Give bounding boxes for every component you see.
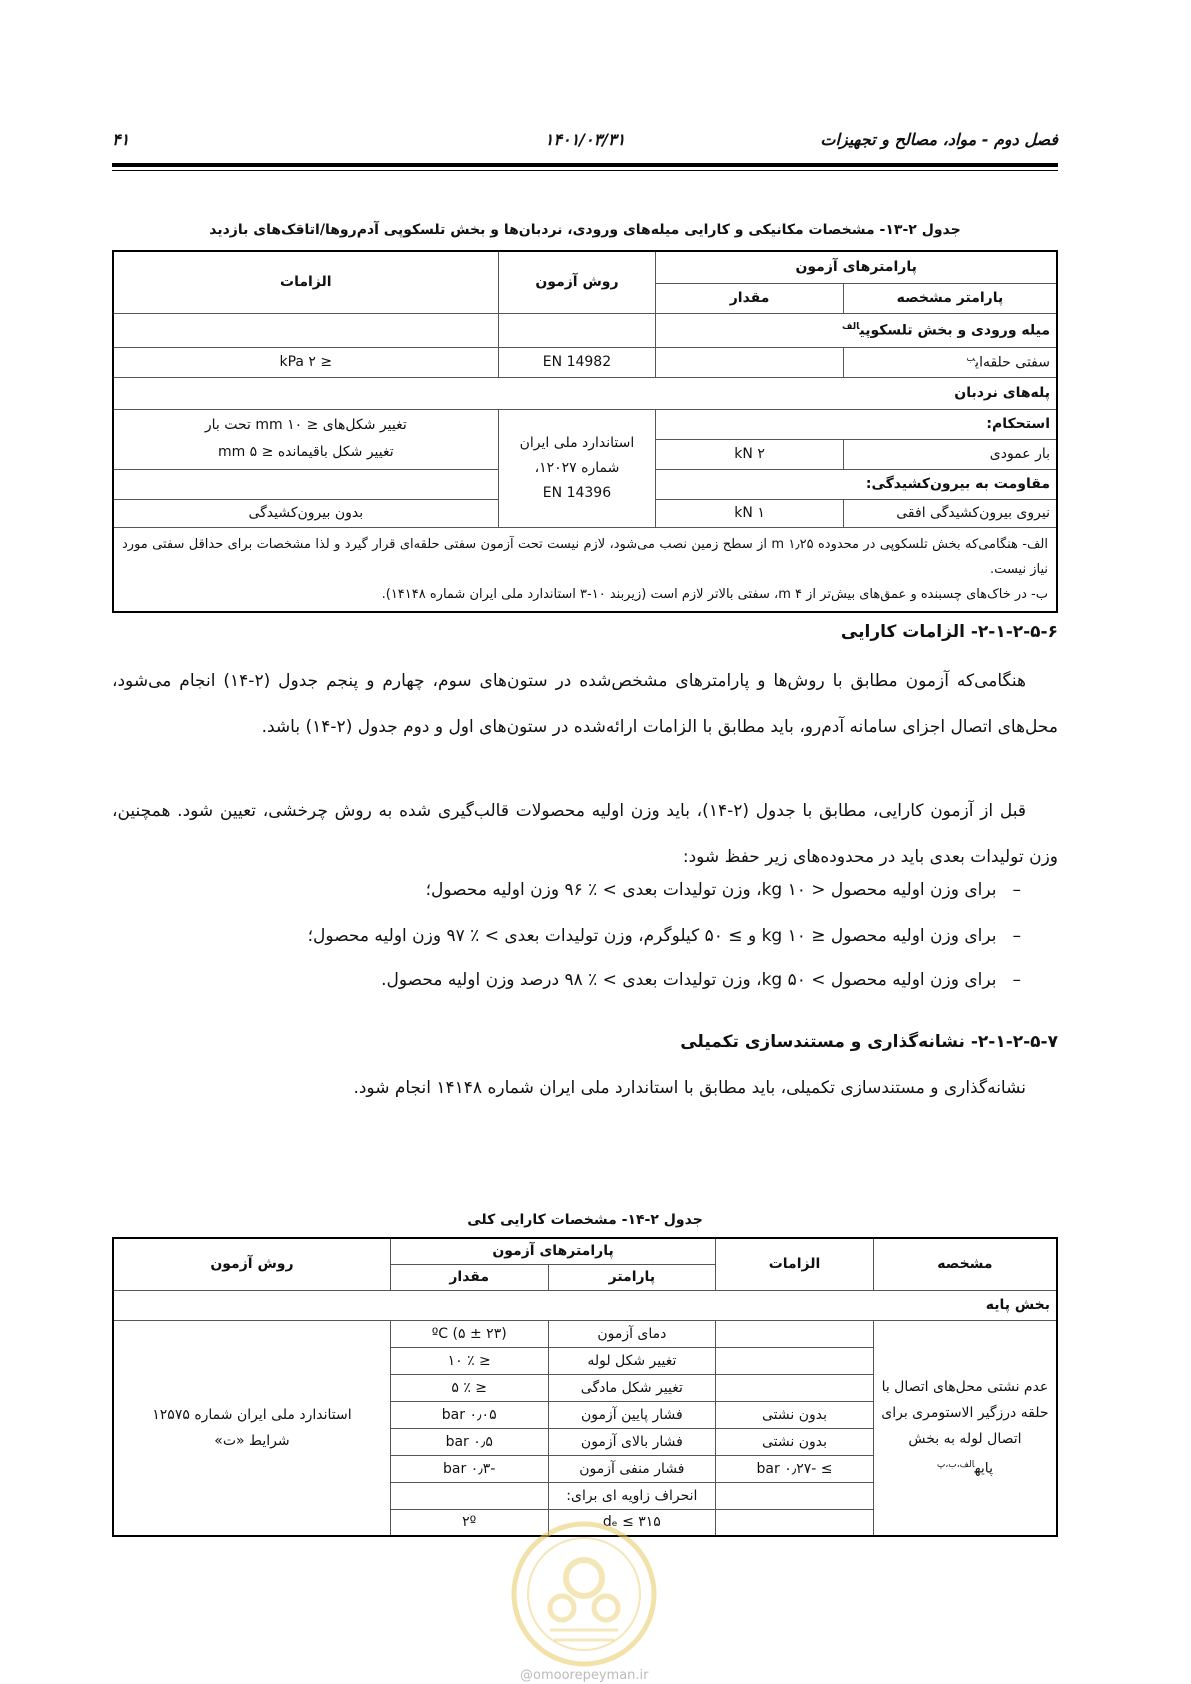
table14-caption: جدول ۲-۱۴- مشخصات کارایی کلی (467, 1212, 703, 1228)
t14-req: بدون نشتی (716, 1428, 874, 1455)
t14-param: دمای آزمون (548, 1320, 716, 1347)
t13-pullout-req: بدون بیرون‌کشیدگی (113, 499, 498, 527)
t13-sec-entry-sup: الف (842, 321, 860, 332)
t13-note-b: ب- در خاک‌های چسبنده و عمق‌های بیش‌تر از ۴ m، سفتی بالاتر لازم است (زیربند ۱۰-۳ استاندارد ملی ایران شماره ۱۴۱۴۸). (381, 586, 1048, 602)
header-date: ۱۴۰۱/۰۳/۳۱ (544, 130, 626, 149)
t14-value: ≤ ٪ ۵ (390, 1374, 548, 1401)
t14-value: ۰٫۵ bar (390, 1428, 548, 1455)
t14-req (716, 1347, 874, 1374)
bullet-2: –برای وزن اولیه محصول ≤ ۱۰ kg و ≥ ۵۰ کیلوگرم، وزن تولیدات بعدی > ٪ ۹۷ وزن اولیه محصول؛ (307, 926, 1021, 946)
t14-col-params: پارامترهای آزمون (390, 1238, 715, 1264)
t14-param: dₑ ≤ ۳۱۵ (548, 1509, 716, 1536)
t14-req: بدون نشتی (716, 1401, 874, 1428)
t14-method-cell: استاندارد ملی ایران شماره ۱۲۵۷۵ شرایط «ت» (113, 1320, 390, 1536)
t13-ring-method: EN 14982 (498, 347, 656, 377)
t14-value: ۲º (390, 1509, 548, 1536)
table13 (112, 250, 1058, 613)
t14-col-spec: مشخصه (873, 1238, 1057, 1290)
bullet-3: –برای وزن اولیه محصول > ۵۰ kg، وزن تولیدات بعدی > ٪ ۹۸ درصد وزن اولیه محصول. (381, 970, 1021, 990)
t13-vertical-load: بار عمودی (843, 439, 1057, 469)
t13-vertical-value: ۲ kN (656, 439, 844, 469)
header-rule-thin (112, 170, 1058, 171)
t14-req: ≥ -۰٫۲۷ bar (716, 1455, 874, 1482)
t14-col-method: روش آزمون (113, 1238, 390, 1290)
page-number: ۴۱ (112, 130, 130, 149)
t14-param: تغییر شکل مادگی (548, 1374, 716, 1401)
t14-req (716, 1320, 874, 1347)
section7-para: نشانه‌گذاری و مستندسازی تکمیلی، باید مطابق با استاندارد ملی ایران شماره ۱۴۱۴۸ انجام شود. (353, 1078, 1026, 1098)
bullet-1: –برای وزن اولیه محصول < ۱۰ kg، وزن تولیدات بعدی > ٪ ۹۶ وزن اولیه محصول؛ (425, 880, 1021, 900)
t13-note-a: الف- هنگامی‌که بخش تلسکوپی در محدوده ۱٫۲۵ m از سطح زمین نصب می‌شود، لازم نیست تحت آزمون سفتی حلقه‌ای قرار گیرد و لذا مشخصات برای حداقل سفتی مورد نیاز نیست. (122, 536, 1049, 577)
section7-heading: ۲-۱-۲-۵-۷- نشانه‌گذاری و مستندسازی تکمیلی (680, 1032, 1058, 1052)
t14-spec-cell: عدم نشتی محل‌های اتصال با حلقه درزگیر الاستومری برای اتصال لوله به بخش پایه$^{الف،ب،پ}$ (873, 1320, 1057, 1536)
t13-pullout-force: نیروی بیرون‌کشیدگی افقی (843, 499, 1057, 527)
t14-value (390, 1482, 548, 1509)
chapter-title: فصل دوم - مواد، مصالح و تجهیزات (820, 130, 1058, 149)
header-rule-thick (112, 163, 1058, 167)
t14-spec-sup: الف،ب،پ (936, 1459, 975, 1470)
t13-deform-req: تغییر شکل‌های ≤ ۱۰ mm تحت بار تغییر شکل باقیمانده ≤ ۵ mm (113, 409, 498, 469)
t13-col-method: روش آزمون (498, 251, 656, 313)
watermark-site: @omoorepeyman.ir (520, 1668, 649, 1683)
t13-col-param-spec: پارامتر مشخصه (843, 283, 1057, 313)
t13-notes (113, 527, 1057, 612)
t13-col-params: پارامترهای آزمون (656, 251, 1057, 283)
t14-param: فشار منفی آزمون (548, 1455, 716, 1482)
table14 (112, 1237, 1058, 1537)
t14-req (716, 1509, 874, 1536)
t13-sub-pullout: مقاومت به بیرون‌کشیدگی: (656, 469, 1057, 499)
t14-value: ۰٫۰۵ bar (390, 1401, 548, 1428)
section6-para1: هنگامی‌که آزمون مطابق با روش‌ها و پارامترهای مشخص‌شده در ستون‌های سوم، چهارم و پنجم جدول (۲-۱۴) انجام می‌شود، محل‌های اتصال اجزای سامانه آدم‌رو، باید مطابق با الزامات ارائه‌شده در ستون‌های اول و دوم جدول (۲-۱۴) باشد. (112, 671, 1058, 737)
t14-col-param: پارامتر (548, 1264, 716, 1290)
section6-para2: قبل از آزمون کارایی، مطابق با جدول (۲-۱۴)، باید وزن اولیه محصولات قالب‌گیری شده به روش چرخشی، تعیین شود. همچنین، وزن تولیدات بعدی باید در محدوده‌های زیر حفظ شود: (112, 801, 1058, 867)
t14-value: -۰٫۳ bar (390, 1455, 548, 1482)
t14-col-value: مقدار (390, 1264, 548, 1290)
watermark-seal-icon (510, 1520, 658, 1668)
t13-sub-strength: استحکام: (656, 409, 1057, 439)
t13-col-value: مقدار (656, 283, 844, 313)
t13-ring-req: ≤ ۲ kPa (113, 347, 498, 377)
t14-value: ≤ ٪ ۱۰ (390, 1347, 548, 1374)
t14-param: فشار پایین آزمون (548, 1401, 716, 1428)
t13-pullout-value: ۱ kN (656, 499, 844, 527)
t13-std-method: استاندارد ملی ایران شماره ۱۲۰۲۷، EN 14396 (498, 409, 656, 527)
section6-heading: ۲-۱-۲-۵-۶- الزامات کارایی (840, 622, 1058, 642)
t14-sec-base: بخش پایه (113, 1290, 1057, 1320)
t13-sec-entry: میله ورودی و بخش تلسکوپی$^{الف}$ (656, 313, 1057, 347)
table13-caption: جدول ۲-۱۳- مشخصات مکانیکی و کارایی میله‌های ورودی، نردبان‌ها و بخش تلسکوپی آدم‌روها/اتاقک‌های بازدید (209, 222, 961, 238)
t14-param: فشار بالای آزمون (548, 1428, 716, 1455)
t14-req (716, 1482, 874, 1509)
page-header (112, 130, 1058, 156)
t14-value: (۲۳ ± ۵) ºC (390, 1320, 548, 1347)
t13-col-requirements: الزامات (113, 251, 498, 313)
t13-ring-stiffness: سفتی حلقه‌ای$^ب$ (843, 347, 1057, 377)
t13-ring-sup: ب (966, 353, 976, 364)
t14-param: انحراف زاویه ای برای: (548, 1482, 716, 1509)
t14-req (716, 1374, 874, 1401)
t13-sec-ladder: پله‌های نردبان (113, 377, 1057, 409)
t14-param: تغییر شکل لوله (548, 1347, 716, 1374)
t14-col-req: الزامات (716, 1238, 874, 1290)
